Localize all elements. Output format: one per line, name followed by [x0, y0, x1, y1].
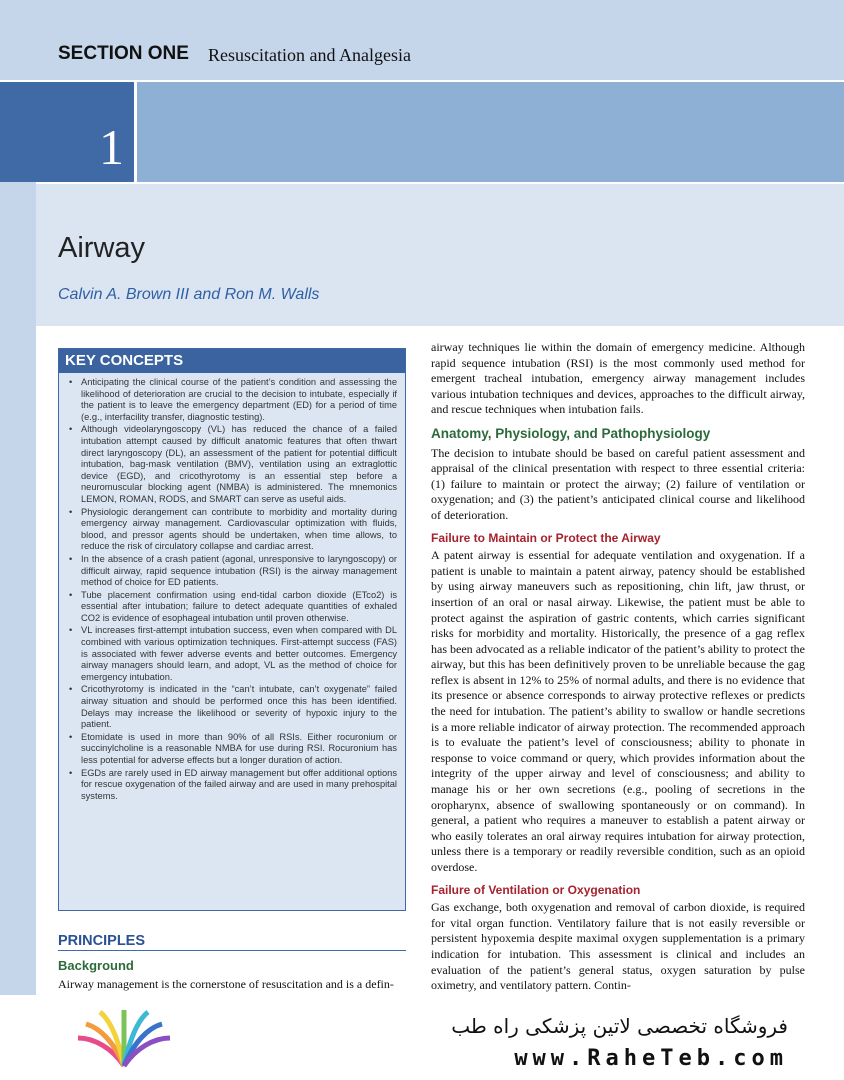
chapter-title-panel — [36, 184, 844, 326]
key-concept-item: • Tube placement confirmation using end-tidal carbon dioxide (ETco2) is essential after intubation; failure to detect adequate quantities of exhaled CO2 is evidence of esophageal intubation until proven otherwise. — [67, 590, 397, 625]
key-concepts-list — [59, 377, 405, 802]
background-heading: Background — [58, 958, 134, 973]
failure-ventilation-heading: Failure of Ventilation or Oxygenation — [431, 882, 641, 897]
chapter-authors: Calvin A. Brown III and Ron M. Walls — [58, 286, 320, 303]
key-concepts-heading: KEY CONCEPTS — [59, 349, 405, 373]
anatomy-heading: Anatomy, Physiology, and Pathophysiology — [431, 425, 711, 441]
left-rail — [0, 182, 36, 1012]
anatomy-paragraph: The decision to intubate should be based on careful patient assessment and appraisal of the clinical presentation with respect to three essential criteria: (1) failure to maintain or protect the airway; (2) failure of ventilation or oxygenation; and (3) the patient’s anticipated clinical course and likelihood of deterioration. — [431, 445, 805, 522]
principles-heading: PRINCIPLES — [58, 933, 146, 949]
key-concept-item: • Etomidate is used in more than 90% of all RSIs. Either rocuronium or succinylcholine is a reasonable NMBA for use during RSI. Rocuronium has less potential for adverse effects but a longer duration of action. — [67, 732, 397, 767]
failure-airway-heading: Failure to Maintain or Protect the Airway — [431, 530, 661, 545]
top-header-band — [0, 0, 844, 80]
key-concept-item: • Physiologic derangement can contribute to morbidity and mortality during emergency airway management. Cardiovascular optimization with fluids, blood, and pressor agents should be undertaken, when time allows, to reduce the risk of circulatory collapse and cardiac arrest. — [67, 507, 397, 553]
key-concepts-box — [58, 348, 406, 911]
chapter-bar — [137, 82, 844, 182]
key-concept-item: • In the absence of a crash patient (agonal, unresponsive to laryngoscopy) or difficult airway, rapid sequence intubation (RSI) is the airway management method of choice for ED patients. — [67, 554, 397, 589]
key-concept-item: • VL increases first-attempt intubation success, even when compared with DL combined with various optimization techniques. First-attempt success (FAS) is associated with fewer adverse events and better outcomes. Emergency airway managers should learn, and adopt, VL as the method of choice for emergency intubation. — [67, 625, 397, 683]
key-concept-item: • Although videolaryngoscopy (VL) has reduced the chance of a failed intubation attempt caused by difficult anatomic features that often thwart direct laryngoscopy (DL), an assessment of the patient for potential difficult intubation, bag-mask ventilation (BMV), ventilation using an extraglottic device (EGD), and cricothyrotomy is an essential step before a neuromuscular blocking agent (NMBA) is administered. The mnemonics LEMON, ROMAN, RODS, and SMART can serve as useful aids. — [67, 424, 397, 505]
intro-paragraph: airway techniques lie within the domain of emergency medicine. Although rapid sequence intubation (RSI) is the most commonly used method for emergent tracheal intubation, emergency airway management includes various intubation techniques and devices, approaches to the difficult airway, and rescue techniques when intubation fails. — [431, 340, 805, 417]
principles-divider — [58, 950, 406, 951]
key-concept-item: • Cricothyrotomy is indicated in the “can’t intubate, can’t oxygenate” failed airway situation and should be performed once this has been identified. Delays may increase the likelihood or severity of hypoxic injury to the patient. — [67, 684, 397, 730]
key-concept-item: • Anticipating the clinical course of the patient’s condition and assessing the likelihood of deterioration are crucial to the decision to intubate, especially if the patient is to leave the emergency department (ED) for a period of time (e.g., interfacility transfer, diagnostic testing). — [67, 377, 397, 423]
chapter-number-box — [0, 82, 134, 182]
section-title: Resuscitation and Analgesia — [208, 45, 411, 65]
chapter-number: 1 — [99, 119, 124, 175]
section-label: SECTION ONE — [58, 43, 189, 64]
book-rainbow-logo-icon — [74, 1008, 174, 1072]
failure-airway-paragraph: A patent airway is essential for adequate ventilation and oxygenation. If a patient is unable to maintain a patent airway, patency should be established by using airway maneuvers such as repositioning, chin lift, jaw thrust, or insertion of an oral or nasal airway. Likewise, the patient must be able to protect against the aspiration of gastric contents, which carries significant risks for morbidity and mortality. Historically, the presence of a gag reflex has been advocated as a reliable indicator of the patient’s ability to protect the airway, but this has been definitively proven to be unreliable because the gag reflex is absent in 12% to 25% of normal adults, and there is no evidence that its presence or absence corresponds to airway protective reflexes or predicts the need for intubation. The patient’s ability to swallow or handle secretions is a more reliable indicator of airway protection. The recommended approach is to evaluate the patient’s level of consciousness; ability to phonate in response to voice command or query, which provides information about the integrity of the upper airway and level of consciousness; and ability to manage his or her own secretions (e.g., pooling of secretions in the oropharynx, absence of swallowing spontaneously or on command). In general, a patient who requires a maneuver to establish a patent airway or who easily tolerates an oral airway requires intubation for airway protection, unless there is a temporary or readily reversible condition, such as an opioid overdose. — [431, 548, 805, 874]
footer-url[interactable]: www.RaheTeb.com — [514, 1046, 788, 1071]
background-paragraph: Airway management is the cornerstone of resuscitation and is a defin- — [58, 977, 394, 991]
footer-store-name: فروشگاه تخصصی لاتین پزشکی راه طب — [451, 1014, 788, 1038]
key-concept-item: • EGDs are rarely used in ED airway management but offer additional options for rescue oxygenation of the failed airway and are used in many prehospital systems. — [67, 768, 397, 803]
right-column — [431, 340, 805, 995]
failure-ventilation-paragraph: Gas exchange, both oxygenation and removal of carbon dioxide, is required for vital organ function. Ventilatory failure that is not easily reversible or persistent hypoxemia despite maximal oxygen supplementation is a primary indication for intubation. This assessment is clinical and includes an evaluation of the patient’s general status, oxygen saturation by pulse oximetry, and ventilatory pattern. Contin- — [431, 900, 805, 993]
chapter-title: Airway — [58, 232, 146, 264]
